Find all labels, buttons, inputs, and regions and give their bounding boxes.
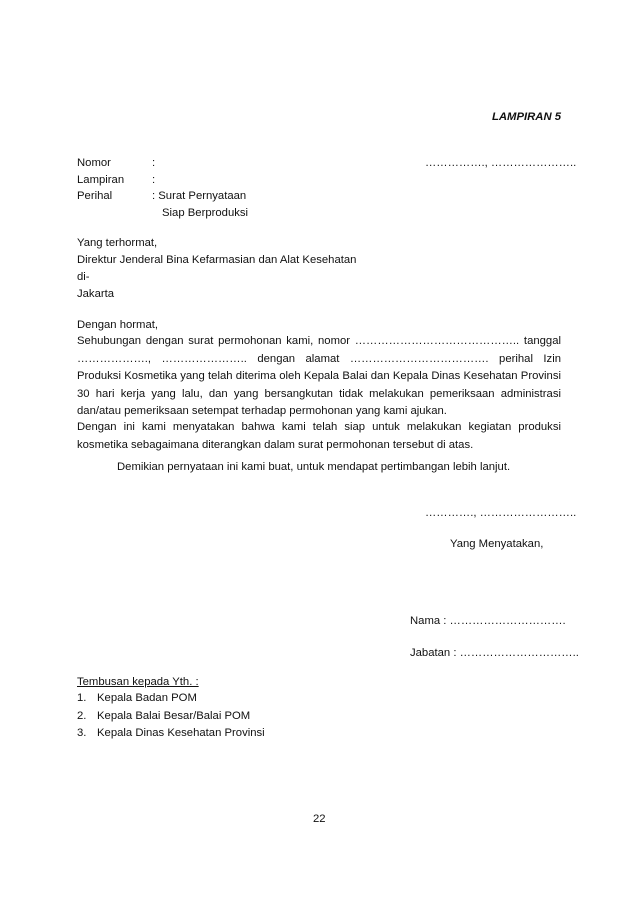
body-paragraph-1: Sehubungan dengan surat permohonan kami, nomor …………………………………….. tanggal ………………., ………………….. dengan alamat ………………………………. perihal Izin Produksi Kosmetika yang telah diterima oleh Kepala Balai dan Kepala Dinas Kesehatan Provinsi 30 hari kerja yang lalu, dan yang bersangkutan tidak melakukan pemeriksaan administrasi dan/atau pemeriksaan setempat terhadap permohonan yang kami ajukan. <box>77 335 561 417</box>
list-item: 2. Kepala Balai Besar/Balai POM <box>77 709 251 722</box>
signer-position-field: Jabatan : ………………………….. <box>410 647 579 659</box>
signature-date-blank: …………., …………………….. <box>425 507 577 519</box>
lampiran-label: Lampiran <box>77 174 125 186</box>
list-item: 3. Kepala Dinas Kesehatan Provinsi <box>77 727 265 739</box>
letter-date-blank: ……………., ………………….. <box>425 157 577 169</box>
salutation: Yang terhormat, <box>77 237 158 249</box>
perihal-value: : Surat Pernyataan <box>152 190 247 202</box>
greeting: Dengan hormat, <box>77 319 159 331</box>
cc-title: Tembusan kepada Yth. : <box>77 676 199 688</box>
signer-name-field: Nama : …………………………. <box>410 615 566 627</box>
body-paragraph-3: Demikian pernyataan ini kami buat, untuk mendapat pertimbangan lebih lanjut. <box>117 461 511 473</box>
page-number: 22 <box>313 813 326 825</box>
yang-menyatakan: Yang Menyatakan, <box>450 538 544 550</box>
attachment-label: LAMPIRAN 5 <box>492 111 562 123</box>
nomor-label: Nomor <box>77 157 111 169</box>
perihal-value-cont: Siap Berproduksi <box>162 207 249 219</box>
recipient-di: di- <box>77 271 90 283</box>
list-item: 1. Kepala Badan POM <box>77 692 197 704</box>
perihal-label: Perihal <box>77 190 113 202</box>
nomor-colon: : <box>152 157 156 169</box>
body-paragraph-2: Dengan ini kami menyatakan bahwa kami telah siap untuk melakukan kegiatan produksi kosmetika sebagaimana diterangkan dalam surat permohonan tersebut di atas. <box>77 421 561 451</box>
cc-list <box>77 690 265 743</box>
recipient-city: Jakarta <box>77 288 115 300</box>
lampiran-colon: : <box>152 174 156 186</box>
recipient-name: Direktur Jenderal Bina Kefarmasian dan Alat Kesehatan <box>77 254 357 266</box>
